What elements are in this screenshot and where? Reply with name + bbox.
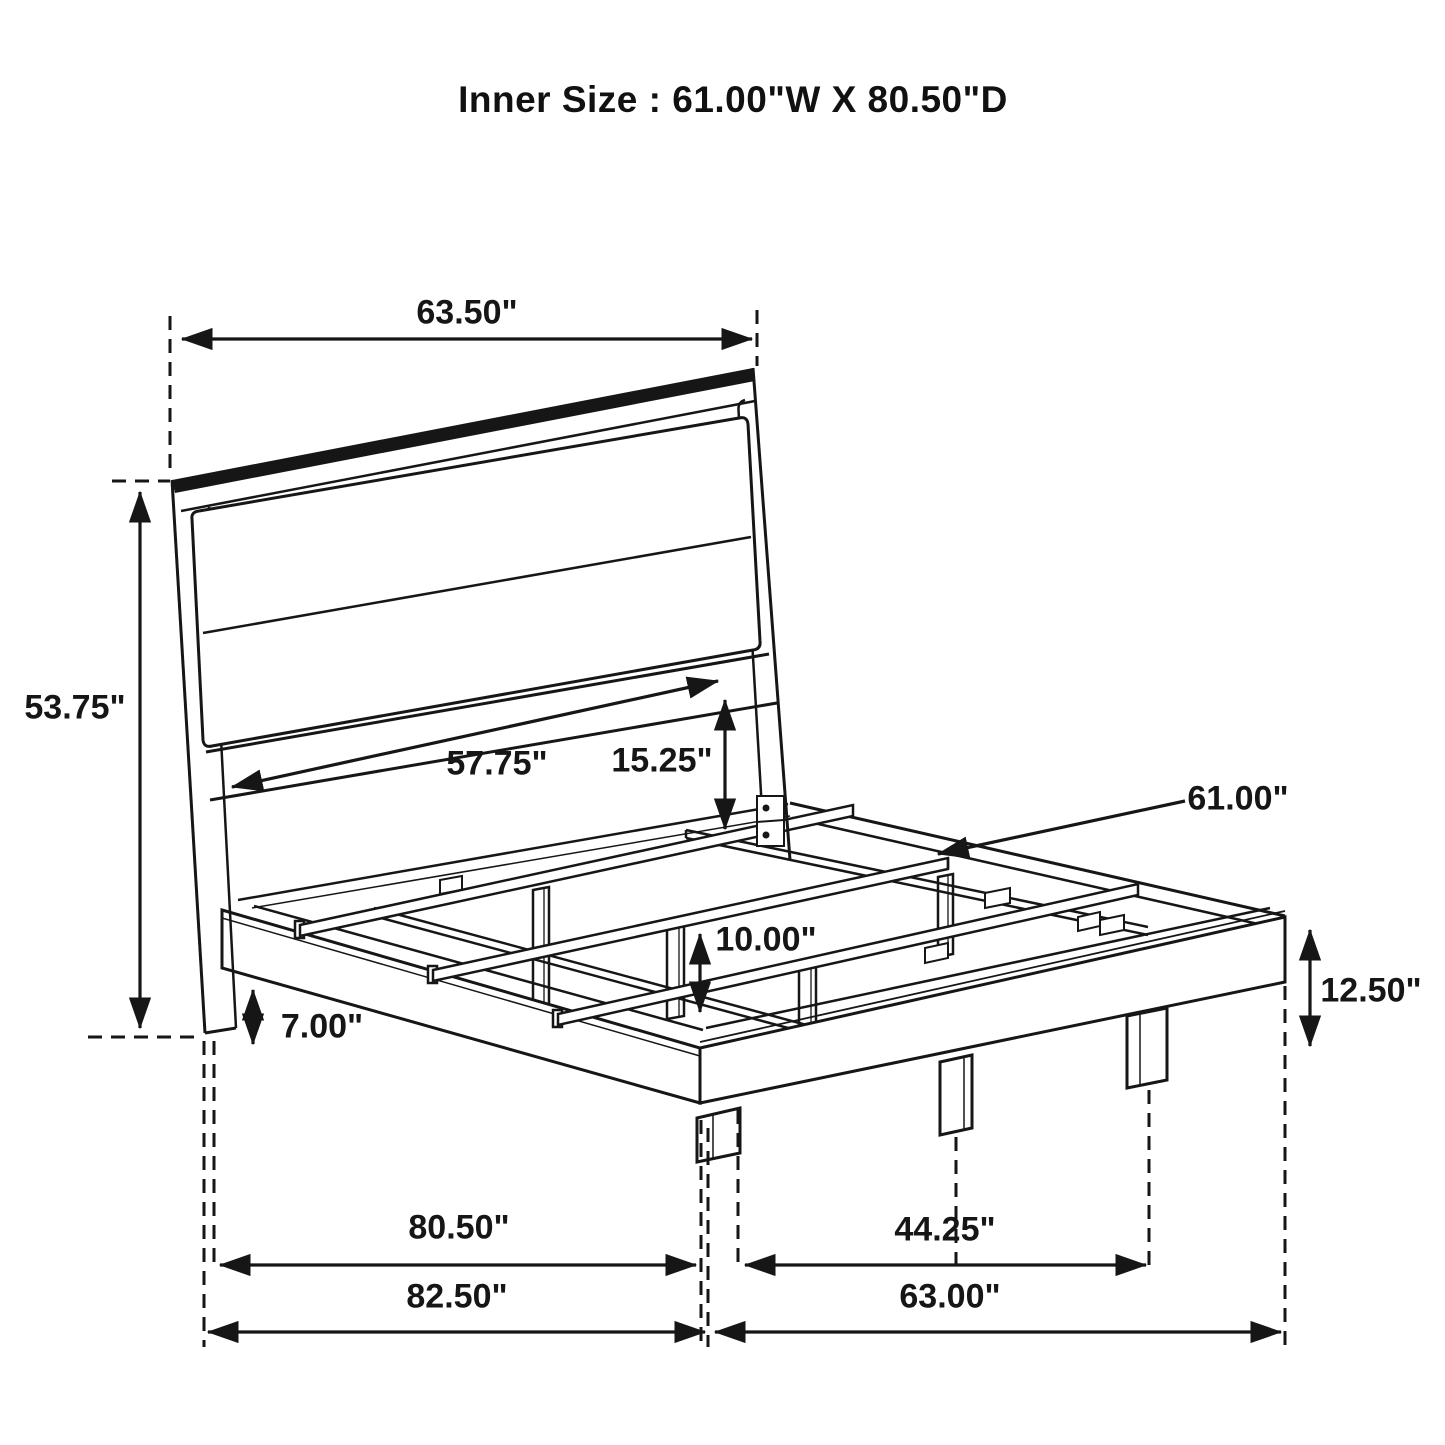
rail-bracket: [757, 796, 784, 846]
slat-2: [433, 858, 948, 981]
dim-slat-height-label: 10.00": [715, 920, 817, 959]
dim-total-length-label: 82.50": [406, 1277, 508, 1316]
dim-headboard-clearance-label: 15.25": [611, 741, 713, 780]
dim-headboard-height-label: 53.75": [24, 688, 126, 727]
dim-footboard-height-label: 12.50": [1320, 971, 1422, 1010]
dim-inner-width-label: 61.00": [1187, 779, 1289, 818]
dim-inner-headboard-width-label: 57.75": [446, 744, 548, 783]
dim-headboard-width-label: 63.50": [416, 293, 518, 332]
dim-frame-length-label: 80.50": [408, 1208, 510, 1247]
right-foot-leg: [1127, 1008, 1167, 1088]
corner-leg: [697, 1108, 740, 1162]
dim-rail-clearance-label: 7.00": [280, 1007, 364, 1046]
page-title: Inner Size : 61.00"W X 80.50"D: [458, 79, 1008, 120]
leader-61-00: [938, 801, 1185, 854]
center-foot-leg: [940, 1055, 972, 1135]
dim-leg-spacing-label: 44.25": [894, 1210, 996, 1249]
dim-footboard-width-label: 63.00": [899, 1277, 1001, 1316]
